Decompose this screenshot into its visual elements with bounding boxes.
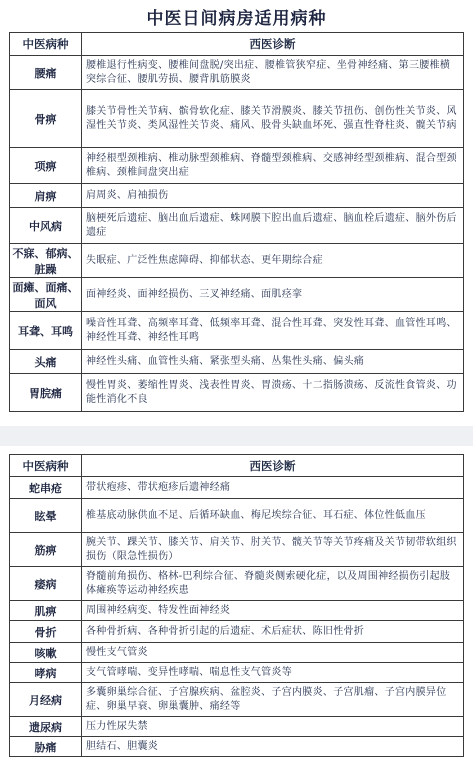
western-cell: 腰椎退行性病变、腰椎间盘脱/突出症、腰椎管狭窄症、坐骨神经痛、第三腰椎横突综合征、腰肌劳损、腰背肌筋膜炎 <box>82 56 464 90</box>
table-row <box>10 533 464 567</box>
western-cell: 慢性胃炎、萎缩性胃炎、浅表性胃炎、胃溃疡、十二指肠溃疡、反流性食管炎、功能性消化不良 <box>82 374 464 412</box>
tcm-cell: 胃脘痛 <box>10 374 82 412</box>
tcm-cell: 面瘫、面痛、面风 <box>10 278 82 312</box>
table-row <box>10 312 464 350</box>
tcm-cell: 咳嗽 <box>10 643 82 663</box>
section-divider <box>0 426 473 446</box>
tcm-cell: 眩晕 <box>10 499 82 533</box>
table-row <box>10 90 464 148</box>
tcm-cell: 中风病 <box>10 208 82 244</box>
western-cell: 椎基底动脉供血不足、后循环缺血、梅尼埃综合征、耳石症、体位性低血压 <box>82 499 464 533</box>
western-cell: 神经性头痛、血管性头痛、紧张型头痛、丛集性头痛、偏头痛 <box>82 350 464 374</box>
western-cell: 腕关节、踝关节、膝关节、肩关节、肘关节、髋关节等关节疼痛及关节韧带软组织损伤（限急性损伤） <box>82 533 464 567</box>
tcm-cell: 哮病 <box>10 663 82 683</box>
western-cell: 脑梗死后遗症、脑出血后遗症、蛛网膜下腔出血后遗症、脑血栓后遗症、脑外伤后遗症 <box>82 208 464 244</box>
header-western: 西医诊断 <box>82 33 464 56</box>
tcm-cell: 腰痛 <box>10 56 82 90</box>
table-row <box>10 643 464 663</box>
table-row <box>10 477 464 499</box>
tcm-cell: 耳聋、耳鸣 <box>10 312 82 350</box>
header-tcm: 中医病种 <box>10 33 82 56</box>
western-cell: 慢性支气管炎 <box>82 643 464 663</box>
western-cell: 噪音性耳聋、高频率耳聋、低频率耳聋、混合性耳聋、突发性耳聋、血管性耳鸣、神经性耳聋、神经性耳鸣 <box>82 312 464 350</box>
western-cell: 压力性尿失禁 <box>82 717 464 737</box>
western-cell: 胆结石、胆囊炎 <box>82 737 464 757</box>
tcm-cell: 痿病 <box>10 567 82 601</box>
table-row <box>10 499 464 533</box>
western-cell: 支气管哮喘、变异性哮喘、喘息性支气管炎等 <box>82 663 464 683</box>
table-card-2 <box>9 446 464 771</box>
tcm-cell: 不寐、郁病、脏躁 <box>10 244 82 278</box>
table-header-row <box>10 33 464 56</box>
tcm-cell: 遗尿病 <box>10 717 82 737</box>
page-title: 中医日间病房适用病种 <box>146 9 327 29</box>
western-cell: 肩周炎、肩袖损伤 <box>82 184 464 208</box>
table-row <box>10 737 464 757</box>
tcm-cell: 月经病 <box>10 683 82 717</box>
table-row <box>10 683 464 717</box>
western-cell: 多囊卵巢综合征、子宫腺疾病、盆腔炎、子宫内膜炎、子宫肌瘤、子宫内膜异位症、卵巢早衰、卵巢囊肿、痛经等 <box>82 683 464 717</box>
tcm-cell: 头痛 <box>10 350 82 374</box>
table-row <box>10 567 464 601</box>
table-header-row <box>10 455 464 477</box>
table-row <box>10 374 464 412</box>
western-cell: 各种骨折病、各种骨折引起的后遗症、术后症状、陈旧性骨折 <box>82 621 464 643</box>
western-cell: 脊髓前角损伤、格林-巴利综合征、脊髓炎侧索硬化症，以及周围神经损伤引起肢体瘫痪等运动神经疾患 <box>82 567 464 601</box>
table-row <box>10 717 464 737</box>
table-row <box>10 601 464 621</box>
tcm-cell: 项痹 <box>10 148 82 184</box>
header-tcm: 中医病种 <box>10 455 82 477</box>
tcm-cell: 肩痹 <box>10 184 82 208</box>
table-row <box>10 663 464 683</box>
tcm-cell: 筋痹 <box>10 533 82 567</box>
tcm-cell: 胁痛 <box>10 737 82 757</box>
tcm-cell: 肌痹 <box>10 601 82 621</box>
table-row <box>10 56 464 90</box>
table-row <box>10 184 464 208</box>
header-western: 西医诊断 <box>82 455 464 477</box>
tcm-cell: 蛇串疮 <box>10 477 82 499</box>
western-cell: 带状疱疹、带状疱疹后遗神经痛 <box>82 477 464 499</box>
disease-table-1 <box>9 32 464 412</box>
table-row <box>10 350 464 374</box>
disease-table-2 <box>9 454 464 757</box>
tcm-cell: 骨折 <box>10 621 82 643</box>
table-row <box>10 278 464 312</box>
table-row <box>10 148 464 184</box>
western-cell: 面神经炎、面神经损伤、三叉神经痛、面肌痉挛 <box>82 278 464 312</box>
table-card-1 <box>9 0 464 426</box>
table-row <box>10 244 464 278</box>
tcm-cell: 骨痹 <box>10 90 82 148</box>
western-cell: 膝关节骨性关节病、髌骨软化症、膝关节滑膜炎、膝关节扭伤、创伤性关节炎、风湿性关节炎、类风湿性关节炎、痛风、股骨头缺血坏死、强直性脊柱炎、髋关节病 <box>82 90 464 148</box>
western-cell: 周围神经病变、特发性面神经炎 <box>82 601 464 621</box>
western-cell: 失眠症、广泛性焦虑障碍、抑郁状态、更年期综合症 <box>82 244 464 278</box>
table-row <box>10 208 464 244</box>
western-cell: 神经根型颈椎病、椎动脉型颈椎病、脊髓型颈椎病、交感神经型颈椎病、混合型颈椎病、颈椎间盘突出症 <box>82 148 464 184</box>
table-row <box>10 621 464 643</box>
